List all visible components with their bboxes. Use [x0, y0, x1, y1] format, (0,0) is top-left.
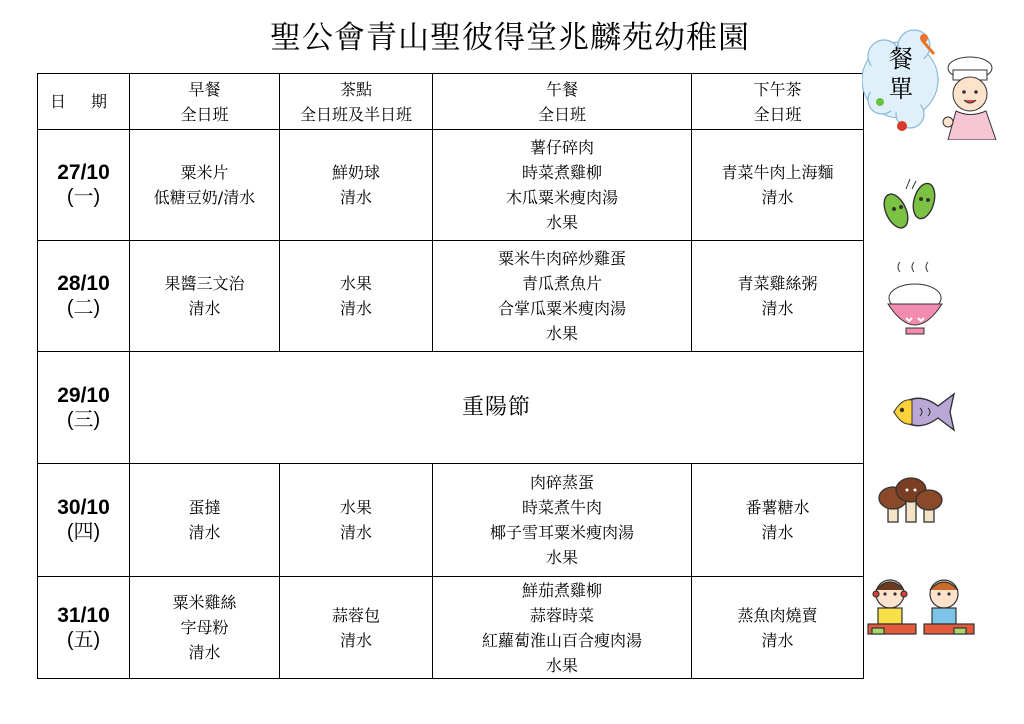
date-number: 28/10: [57, 272, 110, 295]
menu-item: 鮮奶球: [331, 163, 380, 182]
menu-item: 蛋撻: [188, 498, 221, 517]
header-tea-name: 下午茶: [753, 79, 802, 99]
mushroom-illustration: [874, 470, 946, 534]
breakfast-cell: [130, 464, 280, 577]
menu-item: 清水: [761, 630, 794, 650]
header-breakfast-sub: 全日班: [180, 104, 229, 124]
menu-item: 清水: [188, 523, 221, 542]
menu-item: 青瓜煮魚片: [521, 274, 602, 293]
header-breakfast-cell: [130, 74, 280, 130]
holiday-cell: [130, 352, 864, 464]
header-date-label: 日 期: [49, 92, 118, 111]
holiday-label: 重陽節: [461, 394, 531, 420]
tea-cell: [692, 577, 864, 679]
menu-item: 清水: [761, 299, 794, 318]
header-row: [38, 74, 864, 130]
menu-item: 清水: [761, 188, 794, 207]
menu-item: 水果: [545, 213, 578, 232]
menu-item: 字母粉: [180, 618, 229, 637]
date-cell: [38, 577, 130, 679]
menu-item: 清水: [339, 523, 372, 542]
tea-cell: [692, 130, 864, 241]
rice-bowl-illustration: [884, 262, 946, 342]
badge-char-1: 餐: [889, 45, 913, 73]
menu-item: 水果: [339, 498, 372, 517]
menu-item: 清水: [761, 523, 794, 542]
snack-cell: [280, 130, 433, 241]
menu-item: 水果: [545, 324, 578, 343]
menu-item: 時菜煮牛肉: [521, 498, 602, 517]
menu-item: 水果: [545, 655, 578, 675]
breakfast-cell: [130, 241, 280, 352]
header-date-cell: [38, 74, 130, 130]
lunch-cell: [433, 241, 692, 352]
menu-item: 果醬三文治: [164, 274, 245, 293]
menu-item: 清水: [339, 630, 372, 650]
menu-item: 粟米牛肉碎炒雞蛋: [497, 249, 626, 268]
header-snack-sub: 全日班及半日班: [299, 104, 412, 124]
date-number: 29/10: [57, 383, 110, 407]
header-snack-cell: [280, 74, 433, 130]
menu-item: 粟米片: [180, 163, 229, 182]
menu-row: [38, 464, 864, 577]
weekday-label: (四): [66, 521, 101, 543]
weekday-label: (三): [66, 408, 101, 431]
snack-cell: [280, 577, 433, 679]
date-number: 30/10: [57, 496, 110, 519]
menu-item: 粟米雞絲: [172, 593, 237, 612]
date-cell: [38, 241, 130, 352]
menu-item: 鮮茄煮雞柳: [521, 580, 602, 600]
weekday-label: (五): [66, 628, 101, 651]
date-cell: [38, 130, 130, 241]
header-breakfast-name: 早餐: [188, 79, 221, 99]
date-number: 27/10: [57, 161, 110, 184]
menu-item: 木瓜粟米瘦肉湯: [505, 188, 618, 207]
menu-item: 蒸魚肉燒賣: [737, 605, 818, 625]
breakfast-cell: [130, 577, 280, 679]
menu-item: 椰子雪耳粟米瘦肉湯: [489, 523, 634, 542]
menu-item: 水果: [545, 548, 578, 567]
header-snack-name: 茶點: [339, 79, 372, 99]
menu-item: 青菜牛肉上海麵: [721, 163, 834, 182]
menu-table: [37, 73, 864, 679]
kids-eating-illustration: [864, 572, 980, 646]
menu-item: 紅蘿蔔淮山百合瘦肉湯: [481, 630, 642, 650]
menu-item: 清水: [339, 188, 372, 207]
fish-illustration: [890, 386, 956, 442]
menu-item: 低糖豆奶/清水: [153, 188, 256, 207]
lunch-cell: [433, 464, 692, 577]
date-cell: [38, 352, 130, 464]
header-lunch-name: 午餐: [545, 79, 578, 99]
menu-row: [38, 241, 864, 352]
menu-item: 番薯糖水: [745, 498, 810, 517]
weekday-label: (二): [66, 297, 101, 319]
menu-item: 水果: [339, 274, 372, 293]
menu-item: 肉碎蒸蛋: [529, 473, 594, 492]
header-lunch-cell: [433, 74, 692, 130]
tea-cell: [692, 464, 864, 577]
menu-item: 青菜雞絲粥: [737, 274, 818, 293]
menu-item: 時菜煮雞柳: [521, 163, 602, 182]
header-tea-cell: [692, 74, 864, 130]
menu-item: 蒜蓉時菜: [529, 605, 594, 625]
snack-cell: [280, 241, 433, 352]
header-lunch-sub: 全日班: [537, 104, 586, 124]
menu-badge: [862, 18, 1002, 140]
menu-row: [38, 352, 864, 464]
tea-cell: [692, 241, 864, 352]
date-cell: [38, 464, 130, 577]
menu-row: [38, 130, 864, 241]
lunch-cell: [433, 577, 692, 679]
page-title: 聖公會青山聖彼得堂兆麟苑幼稚園: [270, 20, 750, 56]
menu-item: 清水: [339, 299, 372, 318]
peas-illustration: [876, 177, 946, 237]
header-tea-sub: 全日班: [753, 104, 802, 124]
menu-item: 薯仔碎肉: [529, 138, 594, 157]
snack-cell: [280, 464, 433, 577]
weekday-label: (一): [66, 186, 101, 208]
badge-char-2: 單: [889, 75, 913, 103]
menu-item: 清水: [188, 643, 221, 662]
menu-item: 蒜蓉包: [331, 605, 380, 625]
chef-illustration: [862, 18, 1002, 140]
lunch-cell: [433, 130, 692, 241]
menu-item: 合掌瓜粟米瘦肉湯: [497, 299, 626, 318]
breakfast-cell: [130, 130, 280, 241]
menu-row: [38, 577, 864, 679]
date-number: 31/10: [57, 603, 110, 627]
menu-item: 清水: [188, 299, 221, 318]
